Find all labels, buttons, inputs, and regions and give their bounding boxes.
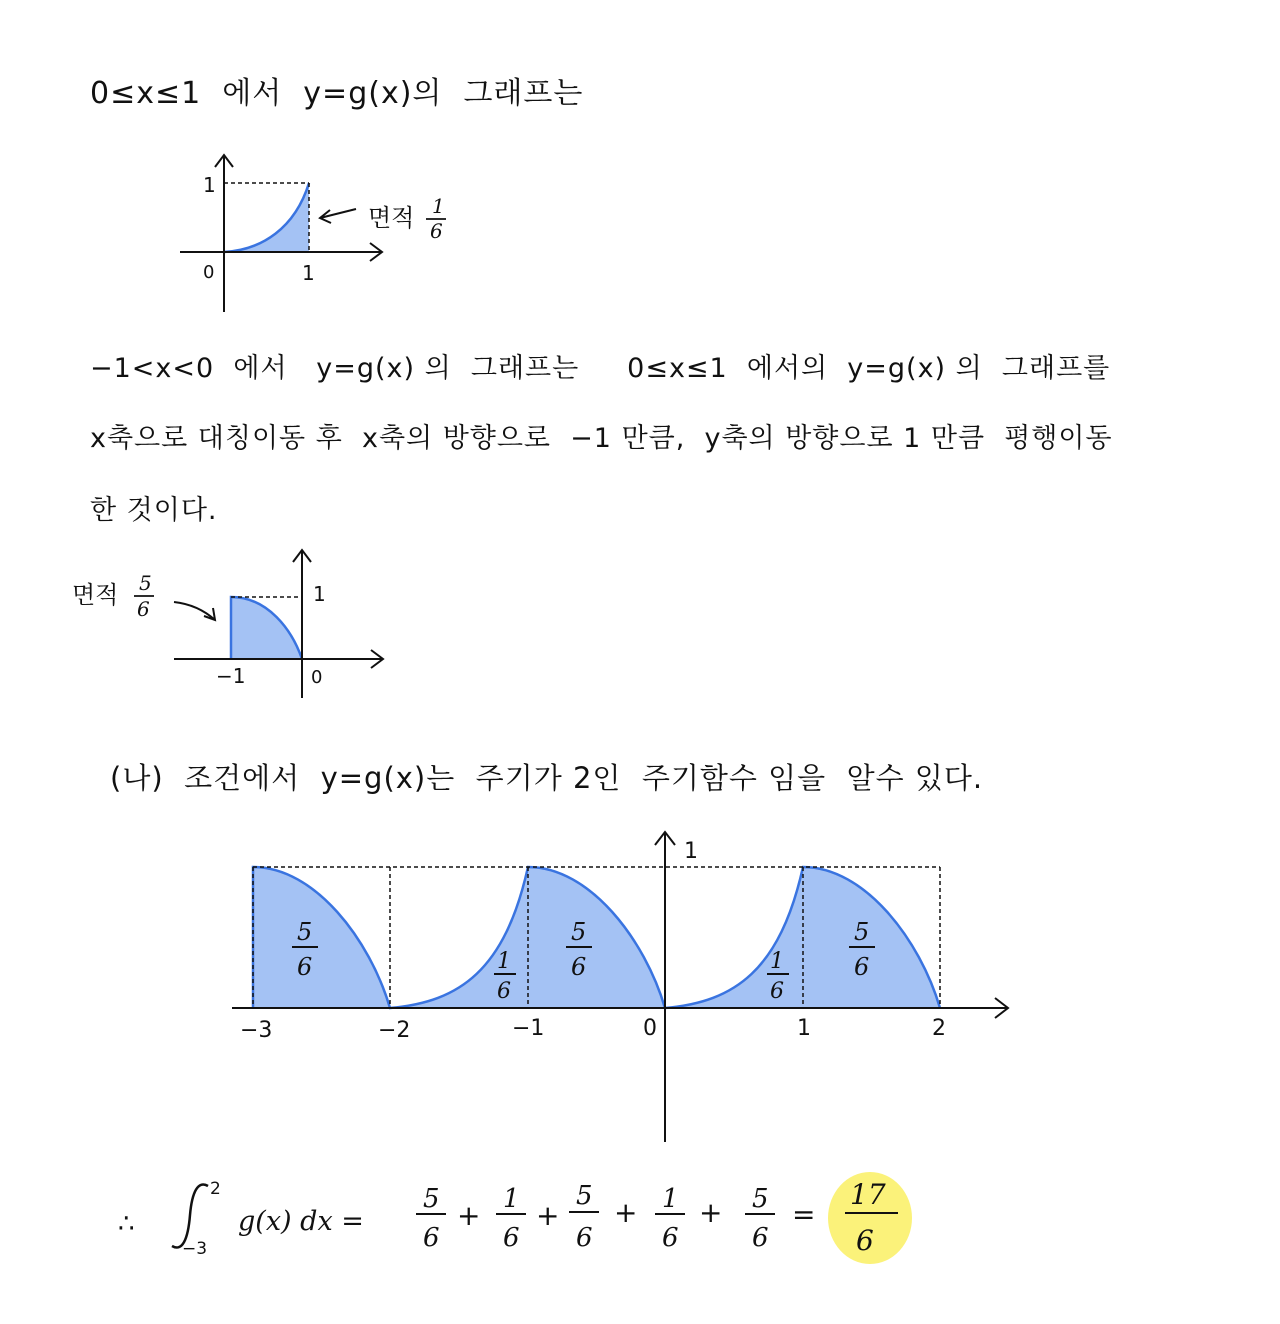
- op-3: +: [699, 1196, 723, 1229]
- result-den: 6: [856, 1224, 874, 1257]
- graph-2-origin: 0: [311, 667, 323, 688]
- graph-2-annotation-num: 5: [139, 571, 152, 595]
- graph-2-annotation-word: 면적: [72, 581, 119, 609]
- term-4-num: 5: [752, 1184, 769, 1214]
- integral-upper: 2: [210, 1179, 221, 1199]
- term-0-num: 5: [423, 1184, 440, 1214]
- graph-3-y-tick: 1: [684, 839, 698, 864]
- op-1: +: [536, 1199, 560, 1232]
- line-4: 한 것이다.: [90, 495, 218, 526]
- graph-2-x-tick: −1: [216, 664, 246, 688]
- graph-2-y-tick: 1: [313, 582, 326, 606]
- graph-1-annotation-word: 면적: [368, 204, 415, 232]
- graph-1-annotation-num: 1: [432, 194, 445, 218]
- op-4: =: [792, 1198, 816, 1231]
- graph-3-x-tick-0: −3: [240, 1018, 273, 1043]
- graph-1-x-tick: 1: [302, 261, 315, 285]
- graph-2-annotation-den: 6: [137, 597, 150, 621]
- graph-3-area-label-3-num: 1: [770, 949, 784, 974]
- graph-3-area-label-4-den: 6: [854, 953, 870, 981]
- graph-3-x-tick-2: −1: [512, 1016, 545, 1041]
- graph-3-area-label-2-den: 6: [571, 953, 587, 981]
- result-num: 17: [850, 1178, 886, 1211]
- term-0-den: 6: [423, 1223, 440, 1253]
- line-2: −1<x<0 에서 y=g(x) 의 그래프는 0≤x≤1 에서의 y=g(x) 의 그래프를: [90, 353, 1111, 384]
- line-1: 0≤x≤1 에서 y=g(x)의 그래프는: [90, 76, 584, 111]
- graph-3-area-label-1-den: 6: [497, 979, 511, 1004]
- term-2-den: 6: [576, 1223, 593, 1253]
- graph-3-area-label-4-num: 5: [854, 918, 870, 946]
- graph-3-x-tick-1: −2: [378, 1018, 411, 1043]
- term-1-den: 6: [503, 1223, 520, 1253]
- graph-3-x-tick-4: 1: [797, 1016, 811, 1041]
- graph-1-y-tick: 1: [203, 173, 216, 197]
- line-5: (나) 조건에서 y=g(x)는 주기가 2인 주기함수 임을 알수 있다.: [110, 761, 984, 795]
- graph-1-annotation-den: 6: [430, 219, 443, 243]
- term-2-num: 5: [576, 1181, 593, 1211]
- op-0: +: [457, 1199, 481, 1232]
- graph-3-x-tick-5: 2: [932, 1016, 946, 1041]
- graph-3-area-label-0-den: 6: [297, 953, 313, 981]
- line-3: x축으로 대칭이동 후 x축의 방향으로 −1 만큼, y축의 방향으로 1 만큼 평행이동: [90, 423, 1113, 454]
- graph-3-area-label-3-den: 6: [770, 979, 784, 1004]
- op-2: +: [614, 1196, 638, 1229]
- graph-3-area-label-1-num: 1: [497, 949, 511, 974]
- term-3-den: 6: [662, 1223, 679, 1253]
- term-4-den: 6: [752, 1223, 769, 1253]
- graph-1-origin: 0: [203, 262, 215, 283]
- integral-lower: −3: [182, 1239, 208, 1259]
- therefore-symbol: ∴: [118, 1209, 135, 1239]
- graph-3-area-label-2-num: 5: [571, 918, 587, 946]
- integrand: g(x) dx =: [238, 1206, 364, 1237]
- term-1-num: 1: [503, 1184, 520, 1214]
- graph-3-x-tick-3: 0: [643, 1016, 657, 1041]
- graph-3-area-label-0-num: 5: [297, 918, 313, 946]
- term-3-num: 1: [662, 1184, 679, 1214]
